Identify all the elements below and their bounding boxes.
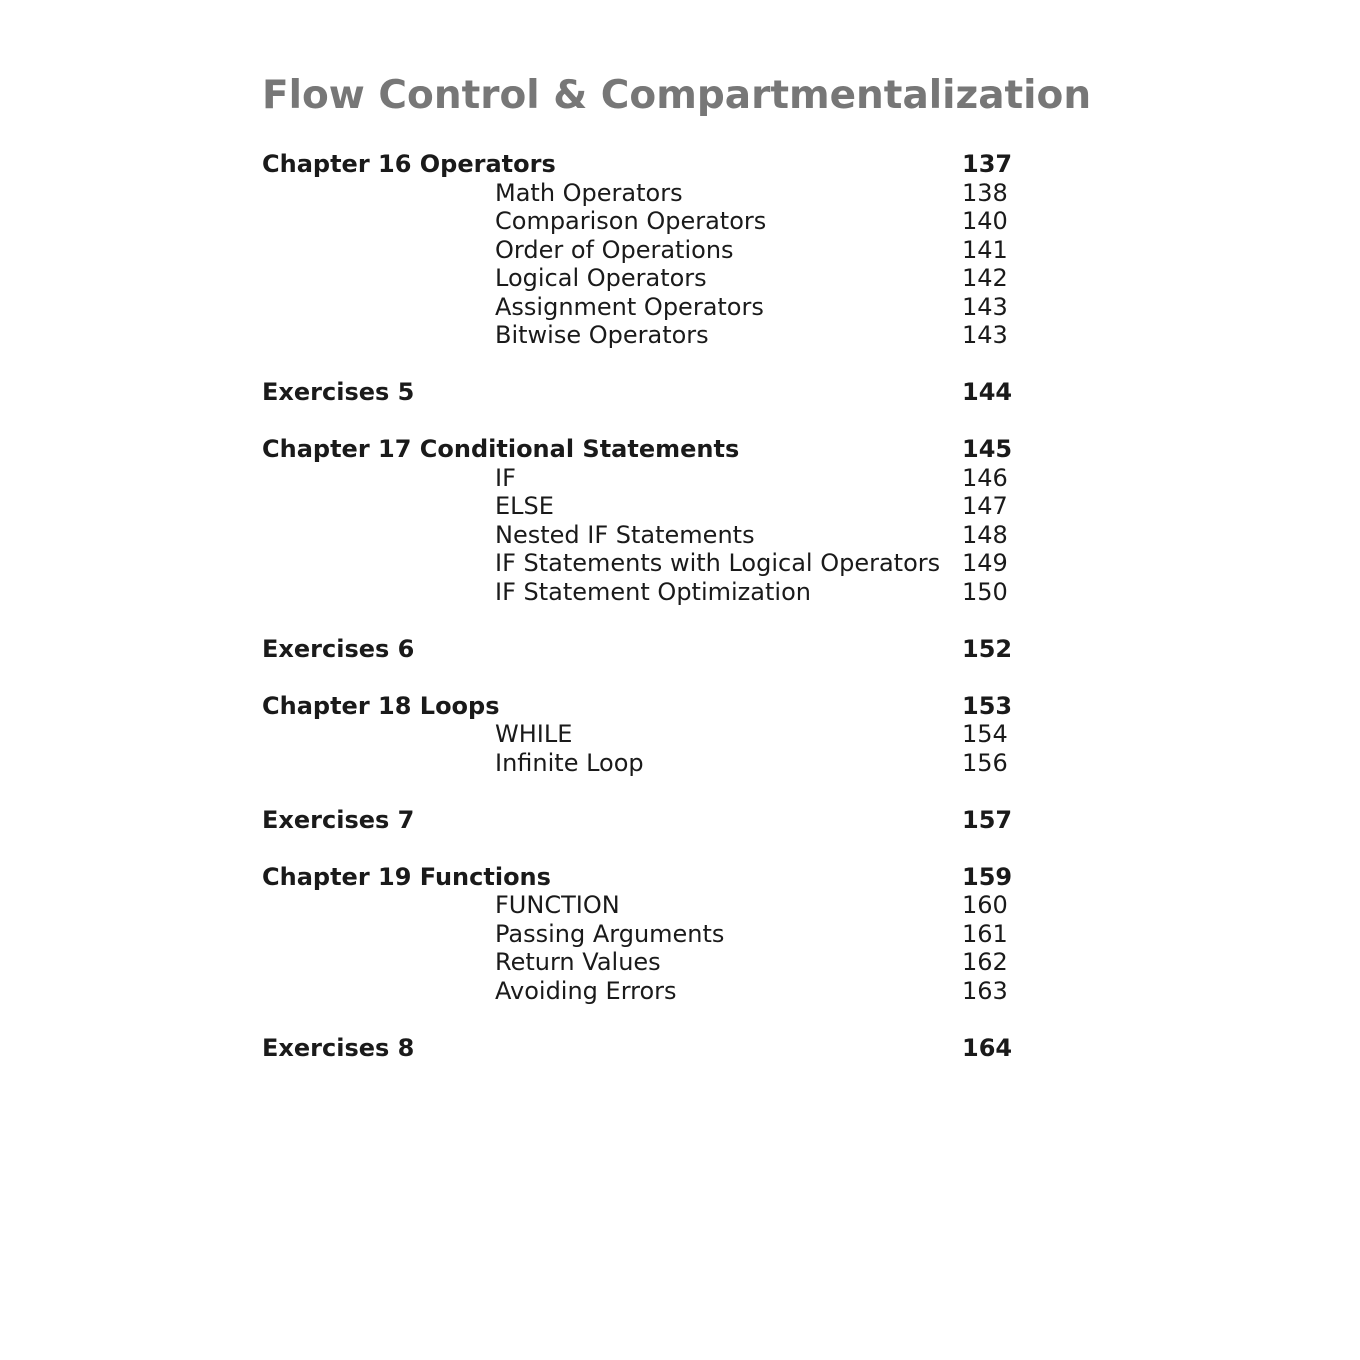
toc-entry-label: Infinite Loop: [495, 748, 644, 777]
toc-sub-entry: [0, 549, 1360, 577]
toc-entry-page-number: 145: [962, 435, 1013, 463]
toc-major-entry: [0, 378, 1360, 406]
toc-entry-label: Exercises 5: [262, 378, 415, 406]
toc-sub-entry: [0, 720, 1360, 748]
toc-entry-label: IF Statement Optimization: [495, 577, 811, 606]
toc-entry-label: Passing Arguments: [495, 919, 725, 948]
toc-entry-page-number: 146: [962, 463, 1008, 492]
toc-major-entry: [0, 692, 1360, 720]
toc-entry-page-number: 164: [962, 1033, 1013, 1062]
toc-sub-entry: [0, 179, 1360, 207]
toc-entry-page-number: 152: [962, 634, 1013, 663]
toc-major-entry: [0, 635, 1360, 663]
toc-entry-page-number: 156: [962, 748, 1008, 777]
toc-entry-label: Chapter 16 Operators: [262, 150, 556, 178]
toc-entry-page-number: 157: [962, 805, 1013, 834]
toc-entry-label: ELSE: [495, 492, 554, 520]
toc-entry-label: Chapter 17 Conditional Statements: [262, 435, 740, 463]
toc-sub-entry: [0, 521, 1360, 549]
toc-entry-page-number: 148: [962, 520, 1008, 549]
toc-entry-label: Bitwise Operators: [495, 321, 709, 349]
toc-entry-page-number: 163: [962, 976, 1008, 1005]
toc-sub-entry: [0, 948, 1360, 976]
toc-entry-page-number: 143: [962, 292, 1008, 321]
toc-entry-label: Exercises 6: [262, 634, 415, 663]
toc-entry-page-number: 147: [962, 492, 1008, 520]
toc-entry-label: Comparison Operators: [495, 207, 767, 235]
toc-entry-page-number: 160: [962, 891, 1008, 919]
toc-entry-label: Assignment Operators: [495, 292, 764, 321]
toc-major-entry: [0, 1034, 1360, 1062]
toc-sub-entry: [0, 236, 1360, 264]
toc-entry-label: Order of Operations: [495, 235, 734, 264]
page-title: Flow Control & Compartmentalization: [262, 73, 1092, 118]
toc-entry-label: IF Statements with Logical Operators: [495, 549, 941, 577]
toc-entry-page-number: 161: [962, 919, 1008, 948]
toc-major-entry: [0, 863, 1360, 891]
toc-entry-label: Chapter 18 Loops: [262, 691, 500, 720]
toc-entry-page-number: 154: [962, 720, 1008, 748]
toc-entry-label: Return Values: [495, 948, 661, 976]
toc-entry-label: Exercises 7: [262, 805, 415, 834]
toc-entry-label: Math Operators: [495, 178, 683, 207]
toc-entry-page-number: 142: [962, 264, 1008, 292]
toc-sub-entry: [0, 492, 1360, 520]
toc-entry-page-number: 143: [962, 321, 1008, 349]
toc-sub-entry: [0, 321, 1360, 349]
toc-sub-entry: [0, 920, 1360, 948]
toc-entry-label: Chapter 19 Functions: [262, 862, 551, 891]
toc-entry-page-number: 138: [962, 178, 1008, 207]
toc-major-entry: [0, 435, 1360, 463]
toc-entry-page-number: 153: [962, 691, 1013, 720]
toc-entry-page-number: 159: [962, 862, 1013, 891]
toc-sub-entry: [0, 749, 1360, 777]
toc-sub-entry: [0, 264, 1360, 292]
toc-sub-entry: [0, 891, 1360, 919]
toc-entry-page-number: 162: [962, 948, 1008, 976]
toc-sub-entry: [0, 293, 1360, 321]
toc-sub-entry: [0, 977, 1360, 1005]
toc-major-entry: [0, 806, 1360, 834]
toc-entry-page-number: 150: [962, 577, 1008, 606]
toc-entry-page-number: 141: [962, 235, 1008, 264]
toc-sub-entry: [0, 464, 1360, 492]
toc-entry-label: IF: [495, 463, 516, 492]
toc-entry-page-number: 137: [962, 150, 1013, 178]
toc-entry-page-number: 140: [962, 207, 1008, 235]
toc-entry-label: Logical Operators: [495, 264, 707, 292]
toc-entry-page-number: 144: [962, 378, 1013, 406]
toc-entry-label: Avoiding Errors: [495, 976, 677, 1005]
toc-entry-label: WHILE: [495, 720, 573, 748]
toc-sub-entry: [0, 578, 1360, 606]
toc-major-entry: [0, 150, 1360, 178]
toc-entry-label: Exercises 8: [262, 1033, 415, 1062]
toc-entry-page-number: 149: [962, 549, 1008, 577]
toc-sub-entry: [0, 207, 1360, 235]
toc-entry-label: FUNCTION: [495, 891, 620, 919]
toc-entry-label: Nested IF Statements: [495, 520, 755, 549]
